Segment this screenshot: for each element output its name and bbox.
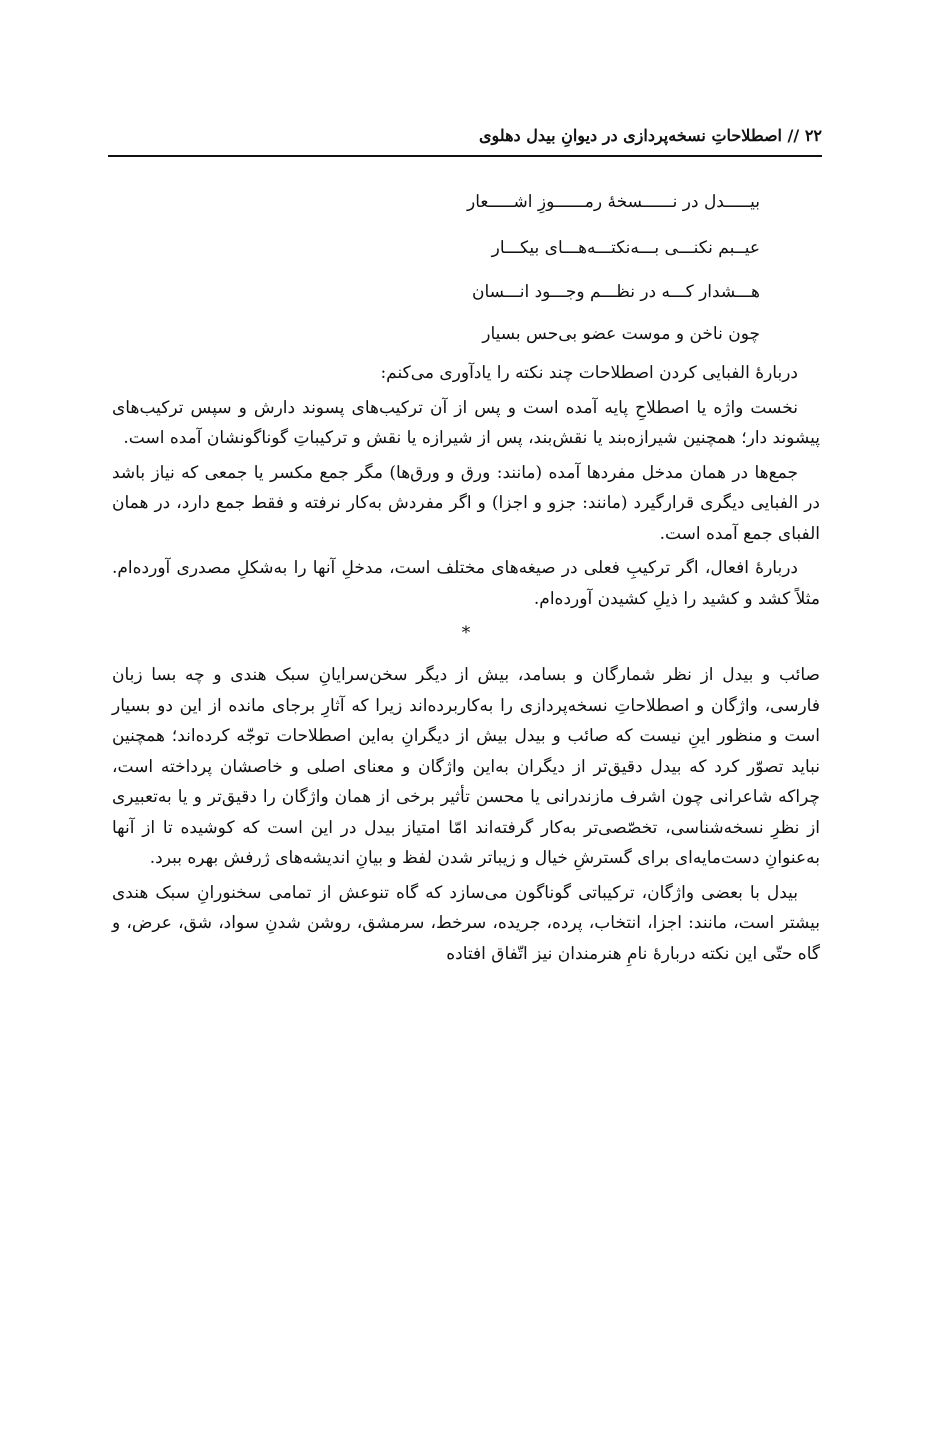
poem-verse: بیـــــدل در نــــــسخهٔ رمــــــوزِ اشـــــعار (467, 192, 760, 212)
poem-verse: عیــبم نکنـــی بـــه‌نکتـــه‌هـــای بیکـــار (491, 238, 760, 258)
poem-verse: چون ناخن و موست عضو بی‌حس بسیار (482, 324, 760, 344)
paragraph: بیدل با بعضی واژگان، ترکیباتی گوناگون می‌سازد که گاه تنوعش از تمامی سخنورانِ سبک هندی بیشتر است، مانند: اجزا، انتخاب، پرده، جریده، سرخط، سرمشق، روشن شدنِ سواد، شق، عرض، و گاه حتّی این نکته دربارهٔ نامِ هنرمندان نیز اتّفاق افتاده (112, 882, 820, 964)
paragraph: جمع‌ها در همان مدخل مفردها آمده (مانند: ورق و ورق‌ها) مگر جمع مکسر یا جمعی که نیاز باشد در الفبایی دیگری قرارگیرد (مانند: جزو و اجزا) و اگر مفردش به‌کار نرفته و فقط جمع دارد، در همان الفبای جمع آمده است. (112, 462, 820, 544)
poem-verse: هـــشدار کـــه در نظـــم وجـــود انـــسان (471, 282, 760, 302)
paragraph: نخست واژه یا اصطلاحِ پایه آمده است و پس از آن ترکیب‌های پسوند دارش و سپس ترکیب‌های پیشوند دار؛ همچنین شیرازه‌بند یا نقش‌بند، پس از شیرازه یا نقش و ترکیباتِ گوناگونشان آمده است. (112, 397, 820, 448)
paragraph: صائب و بیدل از نظر شمارگان و بسامد، بیش از دیگر سخن‌سرایانِ سبک هندی و چه بسا زبان فارسی، واژگان و اصطلاحاتِ نسخه‌پردازی را به‌کاربرده‌اند زیرا که آثارِ برجای مانده از این دو بسیار است و منظور اینِ نیست که صائب و بیدل بیش از دیگرانِ به‌این اصطلاحات توجّه کرده‌اند؛ همچنین نباید تصوّر کرد که بیدل دقیق‌تر از دیگران به‌این واژگان و معنای اصلی و خاصشان پرداخته است، چراکه شاعرانی چون اشرف مازندرانی یا محسن تأثیر برخی از همان واژگان را دقیق‌تر و یا به‌تعبیری از نظرِ نسخه‌شناسی، تخصّصی‌تر به‌کار گرفته‌اند امّا امتیاز بیدل در این است که کوشیده تا از آنها به‌عنوانِ دست‌مایه‌ای برای گسترشِ خیال و زیباتر شدن لفظ و بیانِ اندیشه‌های ژرفش بهره ببرد. (112, 665, 820, 868)
section-separator: * (461, 623, 471, 643)
running-header: ۲۲ // اصطلاحاتِ نسخه‌پردازی در دیوانِ بیدل دهلوی (479, 126, 822, 145)
paragraph: دربارهٔ الفبایی کردن اصطلاحات چند نکته را یادآوری می‌کنم: (380, 363, 798, 383)
body-text (112, 358, 820, 973)
paragraph: دربارهٔ افعال، اگر ترکیبِ فعلی در صیغه‌های مختلف است، مدخلِ آنها را به‌شکلِ مصدری آورده‌ام. مثلاً کشد و کشید را ذیلِ کشیدن آورده‌ام. (112, 558, 820, 609)
header-rule (108, 155, 822, 157)
